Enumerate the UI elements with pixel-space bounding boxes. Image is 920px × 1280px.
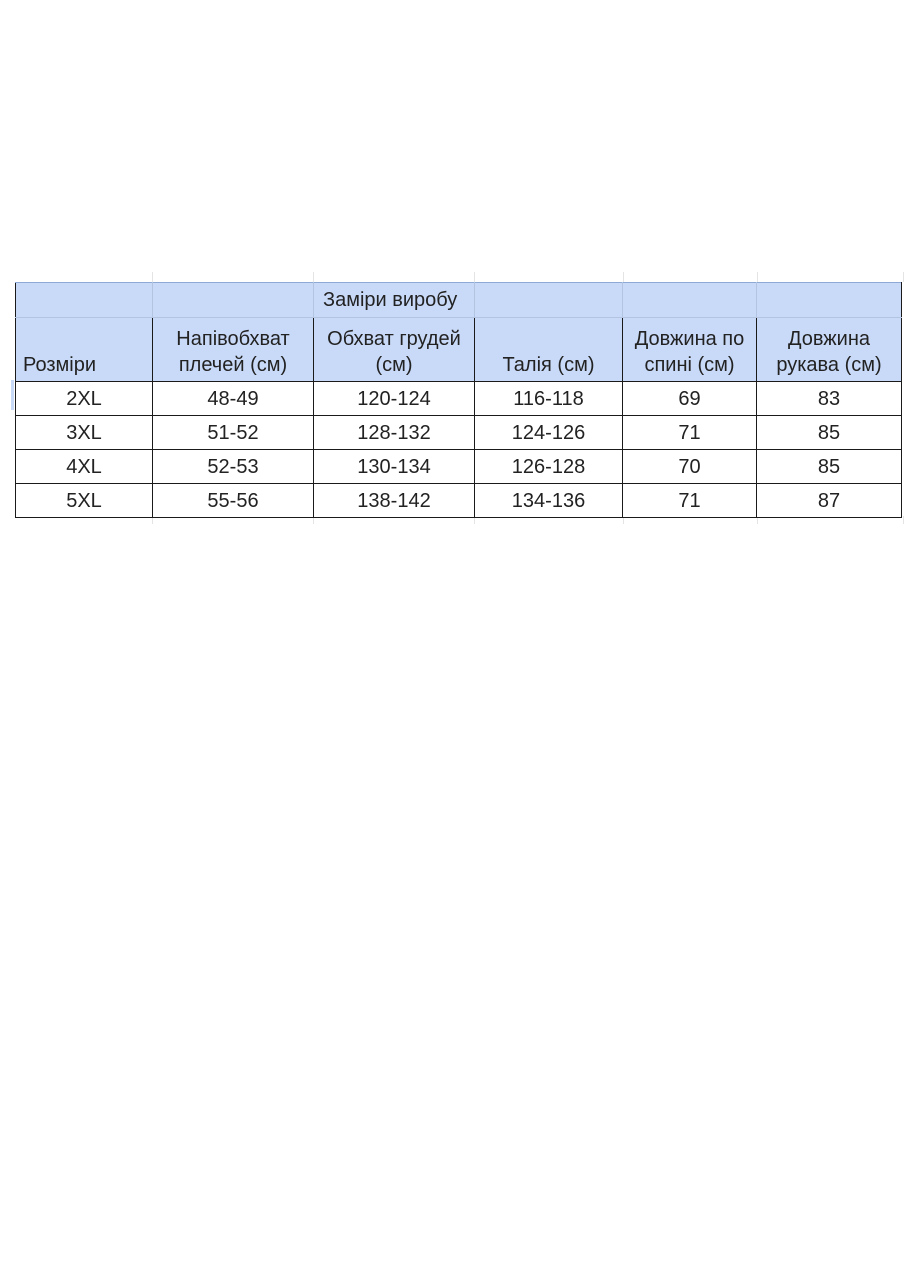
gridline-tick: [903, 272, 904, 282]
column-header-shoulders[interactable]: [153, 318, 314, 382]
cell-chest[interactable]: 130-134: [314, 450, 475, 484]
gridline-tick: [152, 272, 153, 282]
header-cell-empty[interactable]: [623, 283, 757, 318]
column-header-size[interactable]: [16, 318, 153, 382]
column-header-label: Талія (см): [502, 354, 595, 376]
cell-waist[interactable]: 116-118: [475, 382, 623, 416]
column-header-chest[interactable]: [314, 318, 475, 382]
group-header-label: Заміри виробу: [323, 289, 458, 311]
size-chart-table: [15, 282, 902, 518]
cell-back-length[interactable]: 70: [623, 450, 757, 484]
column-header-label: (см): [375, 354, 413, 376]
column-header-label: Напівобхват: [176, 328, 290, 350]
cell-shoulders[interactable]: 48-49: [153, 382, 314, 416]
cell-size[interactable]: 3XL: [16, 416, 153, 450]
column-header-label: рукава (см): [776, 354, 882, 376]
column-header-label: Довжина по: [634, 328, 745, 350]
cell-chest[interactable]: 120-124: [314, 382, 475, 416]
table-row: [16, 484, 902, 518]
cell-sleeve-length[interactable]: 87: [757, 484, 902, 518]
gridline-tick: [313, 272, 314, 282]
column-header-waist[interactable]: [475, 318, 623, 382]
cell-sleeve-length[interactable]: 85: [757, 416, 902, 450]
cell-waist[interactable]: 126-128: [475, 450, 623, 484]
cell-waist[interactable]: 124-126: [475, 416, 623, 450]
cell-sleeve-length[interactable]: 83: [757, 382, 902, 416]
header-cell-empty[interactable]: [757, 283, 902, 318]
column-header-back-length[interactable]: [623, 318, 757, 382]
cell-size[interactable]: 4XL: [16, 450, 153, 484]
column-header-label: спині (см): [644, 354, 735, 376]
header-cell-empty[interactable]: [475, 283, 623, 318]
cell-sleeve-length[interactable]: 85: [757, 450, 902, 484]
header-cell-empty[interactable]: [16, 283, 153, 318]
gridline-tick: [903, 516, 904, 524]
group-header-row: [16, 283, 902, 318]
group-header-cell[interactable]: [314, 283, 475, 318]
cell-waist[interactable]: 134-136: [475, 484, 623, 518]
table-row: [16, 416, 902, 450]
table-row: [16, 382, 902, 416]
cell-chest[interactable]: 128-132: [314, 416, 475, 450]
gridline-tick: [757, 272, 758, 282]
gridline-tick: [623, 272, 624, 282]
header-cell-empty[interactable]: [153, 283, 314, 318]
row-selection-marker: [11, 380, 14, 410]
cell-chest[interactable]: 138-142: [314, 484, 475, 518]
table-row: [16, 450, 902, 484]
column-header-sleeve-length[interactable]: [757, 318, 902, 382]
cell-back-length[interactable]: 71: [623, 484, 757, 518]
column-header-label: Довжина: [787, 328, 870, 350]
gridline-tick: [474, 272, 475, 282]
cell-back-length[interactable]: 69: [623, 382, 757, 416]
column-header-label: Обхват грудей: [327, 328, 461, 350]
cell-size[interactable]: 5XL: [16, 484, 153, 518]
column-header-row: [16, 318, 902, 382]
column-header-label: плечей (см): [178, 354, 288, 376]
column-header-label: Розміри: [23, 354, 97, 376]
cell-size[interactable]: 2XL: [16, 382, 153, 416]
cell-back-length[interactable]: 71: [623, 416, 757, 450]
cell-shoulders[interactable]: 55-56: [153, 484, 314, 518]
cell-shoulders[interactable]: 52-53: [153, 450, 314, 484]
cell-shoulders[interactable]: 51-52: [153, 416, 314, 450]
